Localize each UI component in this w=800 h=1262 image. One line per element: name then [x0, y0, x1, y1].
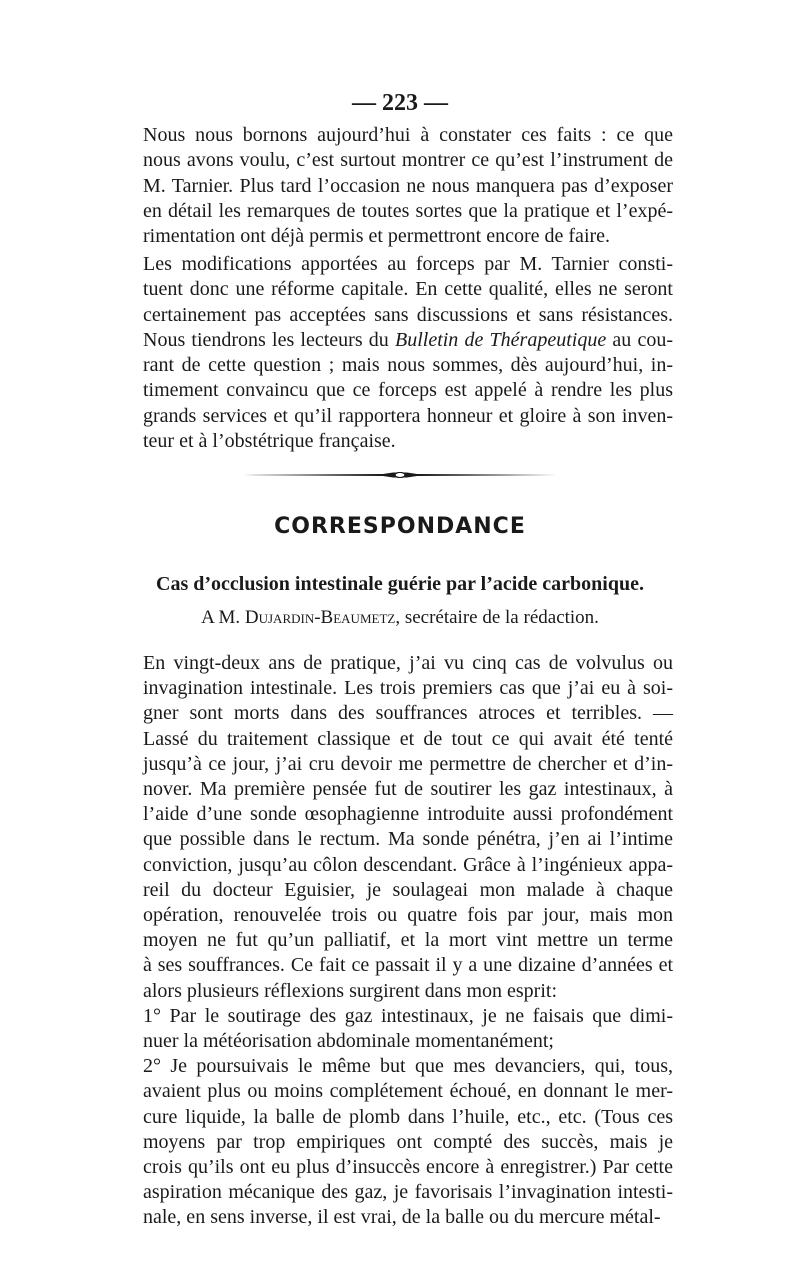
text-line: Lassé du traitement classique et de tout ce qui avait été tenté	[143, 727, 673, 750]
text-line: reil du docteur Eguisier, je soulageai mon malade à chaque	[143, 878, 673, 901]
article-title: Cas d’occlusion intestinale guérie par l’acide carbonique.	[156, 573, 644, 595]
text-line: teur et à l’obstétrique française.	[143, 430, 396, 453]
text-line: 2° Je poursuivais le même but que mes devanciers, qui, tous,	[143, 1055, 673, 1078]
ornamental-rule	[243, 472, 557, 478]
addressee-prefix: A M.	[201, 607, 245, 628]
paragraph-forceps-conclusion	[143, 123, 673, 249]
text-line: tuent donc une réforme capitale. En cette qualité, elles ne seront	[143, 278, 673, 301]
text-line: jusqu’à ce jour, j’ai cru devoir me permettre de chercher et d’in-	[143, 752, 673, 775]
paragraph-text	[143, 123, 673, 249]
text-line: opération, renouvelée trois ou quatre fois par jour, mais mon	[143, 904, 673, 927]
text-line: Nous nous bornons aujourd’hui à constater ces faits : ce que	[143, 124, 673, 146]
text-line: nover. Ma première pensée fut de soutirer les gaz intestinaux, à	[143, 778, 673, 801]
addressee-name: Dujardin-Beaumetz	[244, 607, 396, 628]
text-line: que possible dans le rectum. Ma sonde pénétra, j’en ai l’intime	[143, 828, 673, 851]
text-span: Nous tiendrons les lecteurs du	[143, 328, 395, 351]
text-line: 1° Par le soutirage des gaz intestinaux, je ne faisais que dimi-	[143, 1004, 673, 1027]
text-span: au cou-	[606, 328, 673, 351]
letter-paragraph	[143, 651, 673, 1004]
addressee-suffix: , secrétaire de la rédaction.	[395, 607, 599, 628]
letter-paragraph	[143, 1054, 673, 1230]
text-line: moyen ne fut qu’un palliatif, et la mort vint mettre un terme	[143, 929, 673, 952]
text-line: rant de cette question ; mais nous sommes, dès aujourd’hui, in-	[143, 354, 673, 377]
paragraph-forceps-reform	[143, 252, 673, 454]
text-line: certainement pas acceptées sans discussions et sans résistances.	[143, 303, 673, 326]
text-line: En vingt-deux ans de pratique, j’ai vu cinq cas de volvulus ou	[143, 652, 673, 674]
text-line: moyens par trop empiriques ont compté des succès, mais je	[143, 1130, 673, 1153]
text-line: timement convaincu que ce forceps est appelé à rendre les plus	[143, 379, 673, 402]
text-line: en détail les remarques de toutes sortes que la pratique et l’expé-	[143, 199, 673, 222]
paragraph-text	[143, 252, 673, 454]
page-number: — 223 —	[352, 90, 448, 116]
letter-paragraph	[143, 1004, 673, 1054]
text-line: nale, en sens inverse, il est vrai, de la balle ou du mercure métal-	[143, 1206, 661, 1229]
addressee-line	[0, 607, 800, 629]
text-line: crois qu’ils ont eu plus d’insuccès encore à enregistrer.) Par cette	[143, 1156, 673, 1179]
letter-body	[143, 651, 673, 1231]
text-line: M. Tarnier. Plus tard l’occasion ne nous manquera pas d’exposer	[143, 174, 673, 197]
section-heading: CORRESPONDANCE	[274, 514, 526, 539]
text-line	[143, 328, 673, 353]
text-line: invagination intestinale. Les trois premiers cas que j’ai eu à soi-	[143, 677, 673, 700]
text-line: rimentation ont déjà permis et permettront encore de faire.	[143, 225, 611, 248]
text-line: alors plusieurs réflexions surgirent dans mon esprit:	[143, 979, 558, 1002]
text-line: cure liquide, la balle de plomb dans l’huile, etc., etc. (Tous ces	[143, 1105, 673, 1128]
journal-title: Bulletin de Thérapeutique	[394, 328, 607, 351]
text-line: aspiration mécanique des gaz, je favorisais l’invagination intesti-	[143, 1181, 673, 1204]
text-line: grands services et qu’il rapportera honneur et gloire à son inven-	[143, 404, 673, 427]
text-line: gner sont morts dans des souffrances atroces et terribles. —	[143, 702, 673, 725]
text-line: avaient plus ou moins complétement échoué, en donnant le mer-	[143, 1080, 673, 1103]
text-line: conviction, jusqu’au côlon descendant. Grâce à l’ingénieux appa-	[143, 853, 673, 876]
text-line: l’aide d’une sonde œsophagienne introduite aussi profondément	[143, 803, 673, 826]
text-line: nuer la météorisation abdominale momentanément;	[143, 1030, 554, 1053]
text-line: Les modifications apportées au forceps par M. Tarnier consti-	[143, 253, 673, 275]
text-line: nous avons voulu, c’est surtout montrer ce qu’est l’instrument de	[143, 149, 673, 172]
text-line: à ses souffrances. Ce fait ce passait il y a une dizaine d’années et	[143, 954, 673, 977]
